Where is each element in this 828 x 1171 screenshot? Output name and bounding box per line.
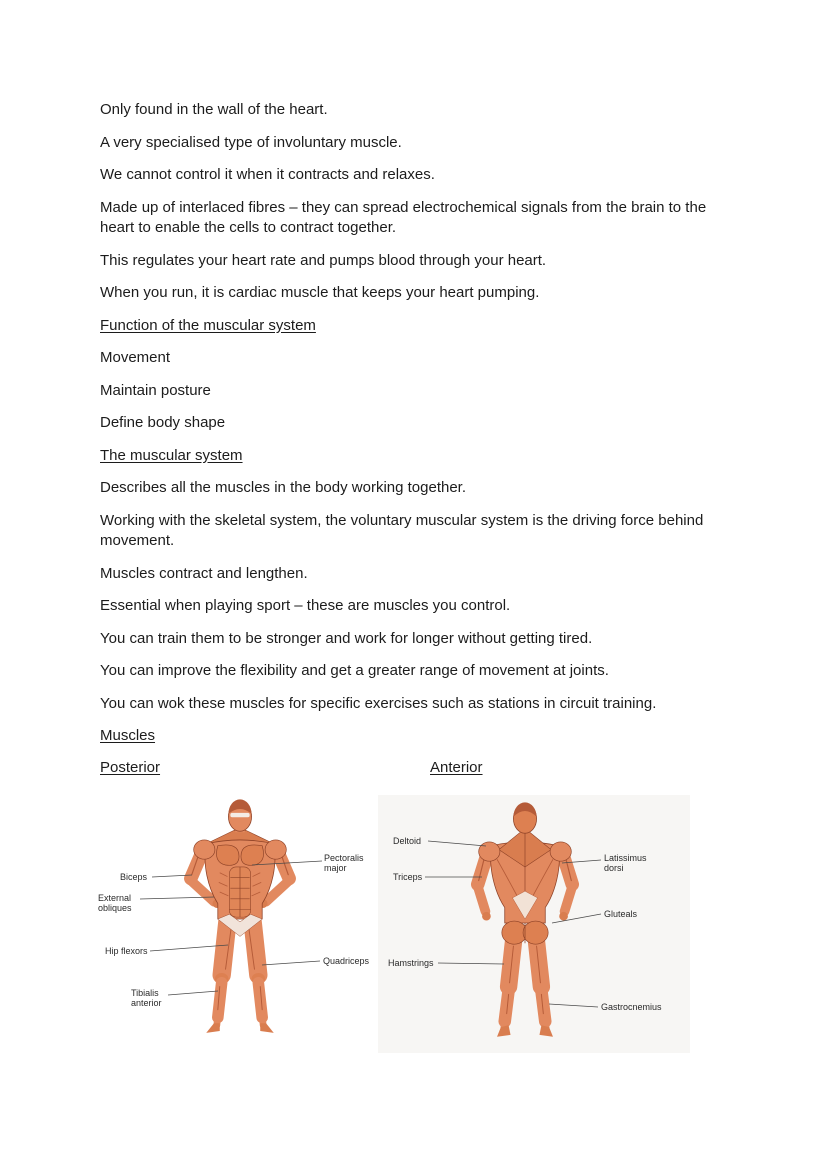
paragraph: You can train them to be stronger and work for longer without getting tired. [100,629,593,647]
paragraph: Maintain posture [100,381,211,399]
muscle-label-gluteals: Gluteals [604,909,638,919]
paragraph: When you run, it is cardiac muscle that keeps your heart pumping. [100,284,540,301]
figure-heading-posterior: Posterior [100,758,161,776]
muscle-diagrams-area [0,793,828,1065]
section-heading-the-muscular-system: The muscular system [100,446,243,464]
muscle-label-tibialis-anterior: Tibialis anterior [131,988,162,1008]
paragraph: Essential when playing sport – these are muscles you control. [100,597,511,614]
paragraph: You can wok these muscles for specific exercises such as stations in circuit training. [100,694,657,712]
paragraph: Movement [100,349,171,366]
section-heading-function-of-muscular-system: Function of the muscular system [100,316,316,334]
figure-heading-anterior: Anterior [430,758,483,776]
figure-headings-row [100,759,734,781]
anterior-figure-illustration [443,799,607,1045]
section-heading-muscles: Muscles [100,727,156,744]
muscle-label-pectoralis-major: Pectoralis major [324,853,364,873]
paragraph: Muscles contract and lengthen. [100,564,308,582]
paragraph: This regulates your heart rate and pumps blood through your heart. [100,251,547,269]
muscle-label-hip-flexors: Hip flexors [105,946,148,956]
posterior-figure-illustration [158,797,322,1043]
muscle-label-latissimus-dorsi: Latissimus dorsi [604,853,647,873]
paragraph: Describes all the muscles in the body working together. [100,479,467,496]
muscle-label-deltoid: Deltoid [393,836,422,846]
paragraph: Define body shape [100,414,226,431]
paragraph: Working with the skeletal system, the voluntary muscular system is the driving force behind movement. [100,511,704,549]
document-text-block [100,100,734,781]
paragraph: A very specialised type of involuntary muscle. [100,133,402,151]
muscle-label-quadriceps: Quadriceps [323,956,370,966]
muscle-label-hamstrings: Hamstrings [388,958,434,968]
paragraph: Made up of interlaced fibres – they can spread electrochemical signals from the brain to the heart to enable the cells to contract together. [100,198,707,236]
muscle-label-gastrocnemius: Gastrocnemius [601,1002,662,1012]
muscle-label-biceps: Biceps [120,872,148,882]
muscle-label-triceps: Triceps [393,872,423,882]
paragraph: You can improve the flexibility and get a greater range of movement at joints. [100,662,609,679]
paragraph: We cannot control it when it contracts and relaxes. [100,166,435,183]
muscle-label-external-obliques: External obliques [98,893,132,913]
paragraph: Only found in the wall of the heart. [100,101,328,118]
